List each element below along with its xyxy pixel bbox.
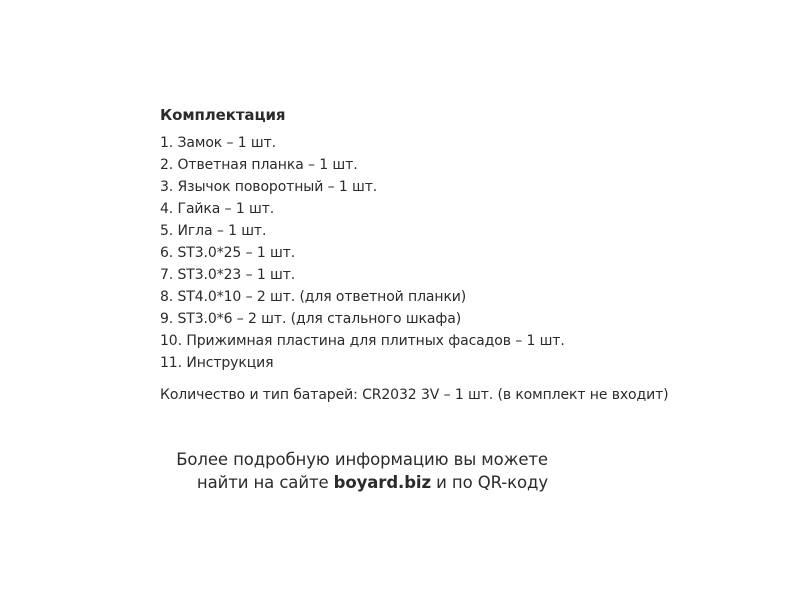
- list-item: 7. ST3.0*23 – 1 шт.: [160, 267, 296, 283]
- list-item: 11. Инструкция: [160, 355, 274, 371]
- more-info-suffix: и по QR-коду: [430, 473, 548, 492]
- more-info-line-2: [150, 471, 548, 494]
- list-item: 4. Гайка – 1 шт.: [160, 201, 275, 217]
- kit-contents-list: [160, 132, 760, 374]
- list-item: 2. Ответная планка – 1 шт.: [160, 157, 358, 173]
- list-item: 6. ST3.0*25 – 1 шт.: [160, 245, 296, 261]
- kit-contents-title: Комплектация: [160, 106, 286, 124]
- list-item: 9. ST3.0*6 – 2 шт. (для стального шкафа): [160, 311, 462, 327]
- more-info-prefix: найти на сайте: [196, 473, 334, 492]
- list-item: 8. ST4.0*10 – 2 шт. (для ответной планки): [160, 289, 467, 305]
- more-info-block: [150, 448, 548, 494]
- list-item: 3. Язычок поворотный – 1 шт.: [160, 179, 378, 195]
- battery-note: Количество и тип батарей: CR2032 3V – 1 шт. (в комплект не входит): [160, 387, 669, 403]
- website-name: boyard.biz: [333, 473, 431, 492]
- list-item: 5. Игла – 1 шт.: [160, 223, 267, 239]
- kit-contents-section: [160, 104, 760, 406]
- more-info-line-1: Более подробную информацию вы можете: [176, 450, 548, 469]
- list-item: 10. Прижимная пластина для плитных фасадов – 1 шт.: [160, 333, 565, 349]
- list-item: 1. Замок – 1 шт.: [160, 135, 277, 151]
